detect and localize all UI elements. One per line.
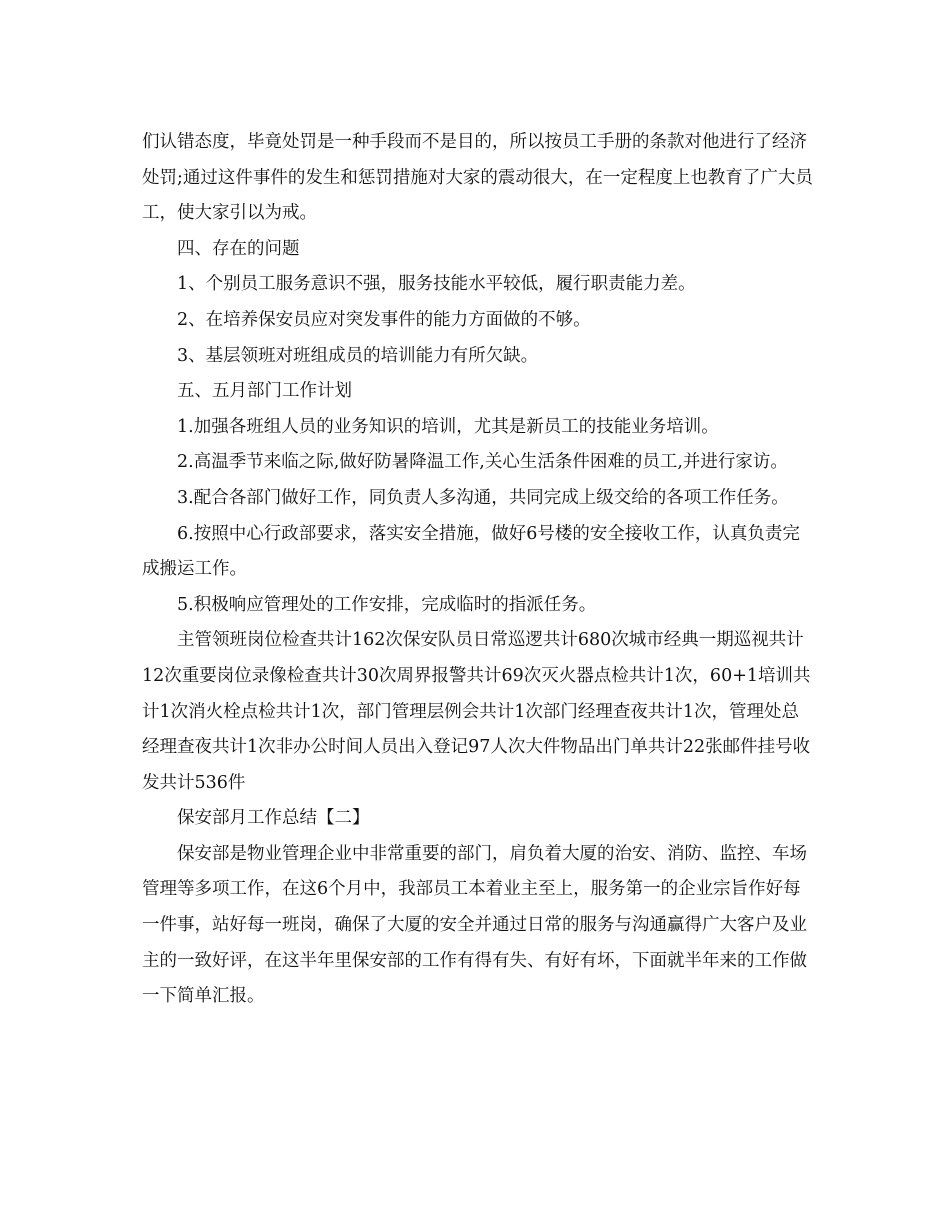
problem-item-2: 2、在培养保安员应对突发事件的能力方面做的不够。 bbox=[177, 309, 591, 330]
summary-intro-paragraph: 保安部是物业管理企业中非常重要的部门，肩负着大厦的治安、消防、监控、车场管理等多项工作，在这6个月中，我部员工本着业主至上，服务第一的企业宗旨作好每一件事，站好每一班岗，确保了大厦的安全并通过日常的服务与沟通赢得广大客户及业主的一致好评，在这半年里保安部的工作有得有失、有好有坏，下面就半年来的工作做一下简单汇报。 bbox=[142, 843, 807, 1007]
plan-item-3: 3.配合各部门做好工作，同负责人多沟通，共同完成上级交给的各项工作任务。 bbox=[177, 487, 789, 508]
statistics-paragraph: 主管领班岗位检查共计162次保安队员日常巡逻共计680次城市经典一期巡视共计12次重要岗位录像检查共计30次周界报警共计69次灭火器点检共计1次，60+1培训共计1次消火栓点检共计1次，部门管理层例会共计1次部门经理查夜共计1次，管理处总经理查夜共计1次非办公时间人员出入登记97人次大件物品出门单共计22张邮件挂号收发共计536件 bbox=[142, 630, 811, 793]
problem-item-1: 1、个别员工服务意识不强，服务技能水平较低，履行职责能力差。 bbox=[177, 274, 696, 295]
plan-item-6: 6.按照中心行政部要求，落实安全措施，做好6号楼的安全接收工作，认真负责完成搬运工作。 bbox=[142, 523, 800, 580]
section-heading-problems: 四、存在的问题 bbox=[177, 238, 300, 259]
problem-item-3: 3、基层领班对班组成员的培训能力有所欠缺。 bbox=[177, 345, 539, 366]
document-body bbox=[142, 125, 814, 1015]
plan-item-2: 2.高温季节来临之际,做好防暑降温工作,关心生活条件困难的员工,并进行家访。 bbox=[177, 452, 788, 473]
paragraph-continuation: 们认错态度，毕竟处罚是一种手段而不是目的，所以按员工手册的条款对他进行了经济处罚;通过这件事件的发生和惩罚措施对大家的震动很大，在一定程度上也教育了广大员工，使大家引以为戒。 bbox=[142, 132, 813, 224]
plan-item-5: 5.积极响应管理处的工作安排，完成临时的指派任务。 bbox=[177, 594, 597, 615]
section-heading-plan: 五、五月部门工作计划 bbox=[177, 381, 352, 402]
section-title-summary-two: 保安部月工作总结【二】 bbox=[177, 808, 370, 829]
plan-item-1: 1.加强各班组人员的业务知识的培训，尤其是新员工的技能业务培训。 bbox=[177, 416, 719, 437]
